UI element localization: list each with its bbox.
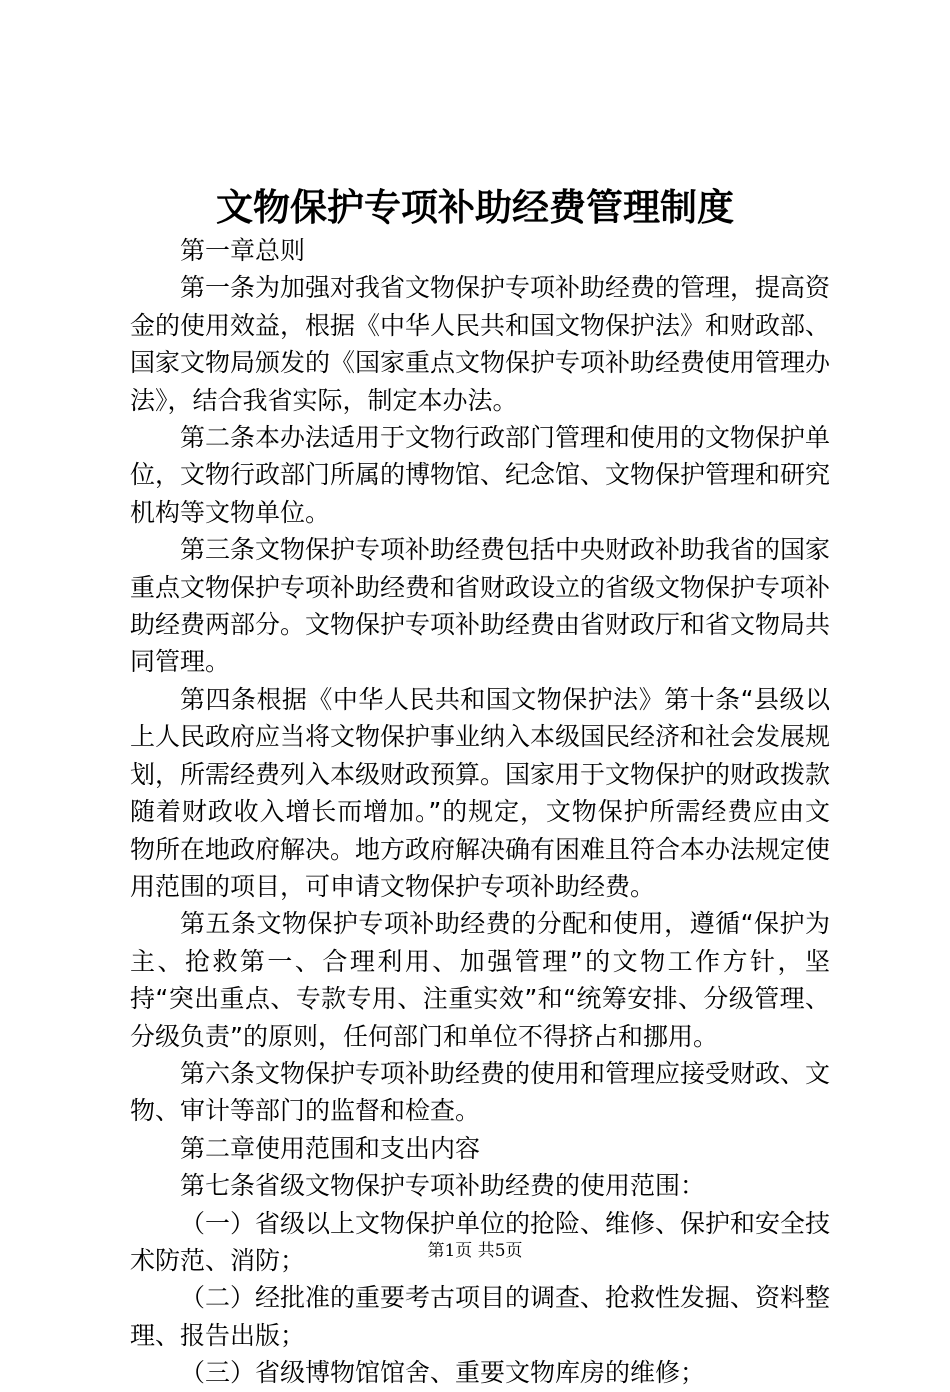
list-item: （一）省级以上文物保护单位的抢险、维修、保护和安全技术防范、消防； <box>130 1208 831 1275</box>
paragraph: 第三条文物保护专项补助经费包括中央财政补助我省的国家重点文物保护专项补助经费和省财政设立的省级文物保护专项补助经费两部分。文物保护专项补助经费由省财政厅和省文物局共同管理。 <box>130 535 831 677</box>
chapter-heading: 第一章总则 <box>180 236 306 265</box>
chapter-heading: 第二章使用范围和支出内容 <box>180 1133 481 1163</box>
paragraph: 第二条本办法适用于文物行政部门管理和使用的文物保护单位，文物行政部门所属的博物馆、纪念馆、文物保护管理和研究机构等文物单位。 <box>130 423 831 527</box>
paragraph: 第五条文物保护专项补助经费的分配和使用，遵循“保护为主、抢救第一、合理利用、加强管理”的文物工作方针，坚持“突出重点、专款专用、注重实效”和“统筹安排、分级管理、分级负责”的原则，任何部门和单位不得挤占和挪用。 <box>130 909 830 1051</box>
paragraph: 第六条文物保护专项补助经费的使用和管理应接受财政、文物、审计等部门的监督和检查。 <box>130 1058 831 1126</box>
paragraph: 第七条省级文物保护专项补助经费的使用范围： <box>180 1171 706 1201</box>
paragraph: 第一条为加强对我省文物保护专项补助经费的管理，提高资金的使用效益，根据《中华人民共和国文物保护法》和财政部、国家文物局颁发的《国家重点文物保护专项补助经费使用管理办法》，结合我省实际，制定本办法。 <box>130 273 831 415</box>
page-number-footer: 第1页 共5页 <box>427 1241 523 1261</box>
document-body <box>130 232 830 1392</box>
list-item: （三）省级博物馆馆舍、重要文物库房的维修； <box>180 1358 706 1388</box>
document-title: 文物保护专项补助经费管理制度 <box>216 185 734 229</box>
paragraph: 第四条根据《中华人民共和国文物保护法》第十条“县级以上人民政府应当将文物保护事业纳入本级国民经济和社会发展规划，所需经费列入本级财政预算。国家用于文物保护的财政拨款随着财政收入增长而增加。”的规定，文物保护所需经费应由文物所在地政府解决。地方政府解决确有困难且符合本办法规定使用范围的项目，可申请文物保护专项补助经费。 <box>130 684 831 901</box>
list-item: （二）经批准的重要考古项目的调查、抢救性发掘、资料整理、报告出版； <box>130 1283 831 1350</box>
